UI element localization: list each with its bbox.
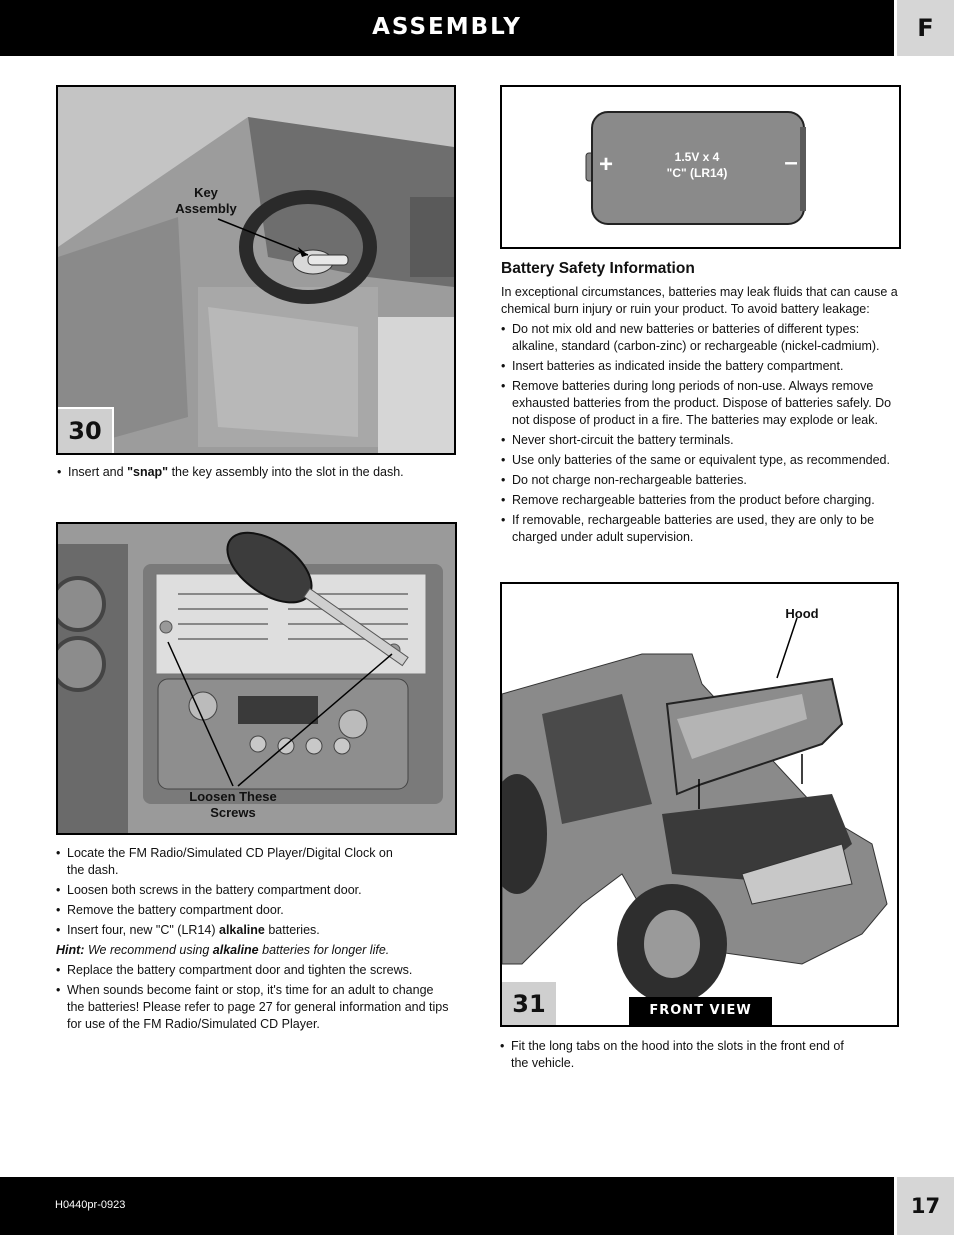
dashboard-drawing: [58, 87, 454, 453]
key-label-line2: Assembly: [175, 201, 237, 216]
battery-safety-intro: In exceptional circumstances, batteries may leak fluids that can cause a chemical burn injury or ruin your product. To avoid battery leakage:: [501, 285, 898, 316]
loosen-screws-label: [178, 789, 288, 821]
safety-item-8: • If removable, rechargeable batteries are used, they are only to be charged under adult supervision.: [501, 512, 906, 546]
radio-bullet-4: [56, 922, 451, 939]
radio-instructions: [56, 845, 451, 1036]
radio-bullet-1: • Locate the FM Radio/Simulated CD Player/Digital Clock on the dash.: [56, 845, 451, 879]
step30-bullet: [57, 464, 457, 481]
section-letter: F: [897, 0, 954, 56]
battery-spec-line1: 1.5V x 4: [674, 150, 720, 164]
radio-bullet-3: • Remove the battery compartment door.: [56, 902, 451, 919]
radio-bullet-6: • When sounds become faint or stop, it's time for an adult to change the batteries! Please refer to page 27 for general information and tips for use of the FM Radio/Simulated CD Player.: [56, 982, 451, 1033]
safety-item-1: • Do not mix old and new batteries or batteries of different types: alkaline, standard (carbon-zinc) or rechargeable (nickel-cadmium).: [501, 321, 906, 355]
step30-text-after: the key assembly into the slot in the dash.: [168, 465, 404, 479]
battery-panel: [500, 85, 901, 249]
step-number-31: 31: [502, 980, 558, 1026]
key-label-line1: Key: [194, 185, 218, 200]
step30-illustration: [56, 85, 456, 455]
safety-item-5: • Use only batteries of the same or equivalent type, as recommended.: [501, 452, 906, 469]
battery-plus-sign: +: [598, 151, 613, 178]
page-title: ASSEMBLY: [372, 14, 522, 40]
battery-safety-text: [501, 284, 906, 549]
safety-item-2: • Insert batteries as indicated inside the battery compartment.: [501, 358, 906, 375]
safety-item-6: • Do not charge non-rechargeable batteries.: [501, 472, 906, 489]
radio-illustration: [56, 522, 457, 835]
step-number-30: 30: [58, 407, 114, 453]
step31-illustration: [500, 582, 899, 1027]
radio-bullet-5: • Replace the battery compartment door and tighten the screws.: [56, 962, 451, 979]
radio-b4-bold: alkaline: [219, 923, 265, 937]
loosen-label-line2: Screws: [210, 805, 256, 820]
battery-spec-line2: "C" (LR14): [666, 166, 728, 180]
step30-text-before: Insert and: [68, 465, 128, 479]
battery-spec-label: [642, 149, 752, 181]
key-assembly-label: [166, 185, 246, 217]
radio-b4-before: Insert four, new "C" (LR14): [67, 923, 219, 937]
step31-instructions: [500, 1038, 900, 1075]
safety-item-4: • Never short-circuit the battery terminals.: [501, 432, 906, 449]
step30-text-bold: "snap": [127, 465, 169, 479]
battery-minus-sign: –: [784, 149, 798, 176]
hood-label: Hood: [785, 606, 819, 621]
radio-b4-after: batteries.: [264, 923, 320, 937]
hint-after: batteries for longer life.: [258, 943, 390, 957]
safety-item-7: • Remove rechargeable batteries from the product before charging.: [501, 492, 906, 509]
loosen-label-line1: Loosen These: [189, 789, 277, 804]
radio-drawing: [58, 524, 455, 833]
footer-bar: [0, 1177, 894, 1235]
step30-instructions: [57, 464, 457, 484]
header-bar: [0, 0, 894, 56]
step31-bullet: • Fit the long tabs on the hood into the slots in the front end of the vehicle.: [500, 1038, 900, 1072]
page-number: 17: [897, 1177, 954, 1235]
safety-item-3: • Remove batteries during long periods of non-use. Always remove exhausted batteries from the product. Dispose of batteries safely. Do not dispose of product in a fire. The batteries may explode or leak.: [501, 378, 906, 429]
hint-bold: alkaline: [212, 943, 259, 957]
hint-label: Hint:: [56, 943, 85, 957]
doc-code: H0440pr-0923: [55, 1199, 126, 1211]
front-view-label: FRONT VIEW: [629, 997, 772, 1025]
battery-safety-heading: Battery Safety Information: [501, 260, 695, 277]
radio-bullet-2: • Loosen both screws in the battery compartment door.: [56, 882, 451, 899]
hint-before: We recommend using: [84, 943, 213, 957]
vehicle-drawing: [502, 584, 897, 1025]
hint-text: [56, 942, 451, 959]
